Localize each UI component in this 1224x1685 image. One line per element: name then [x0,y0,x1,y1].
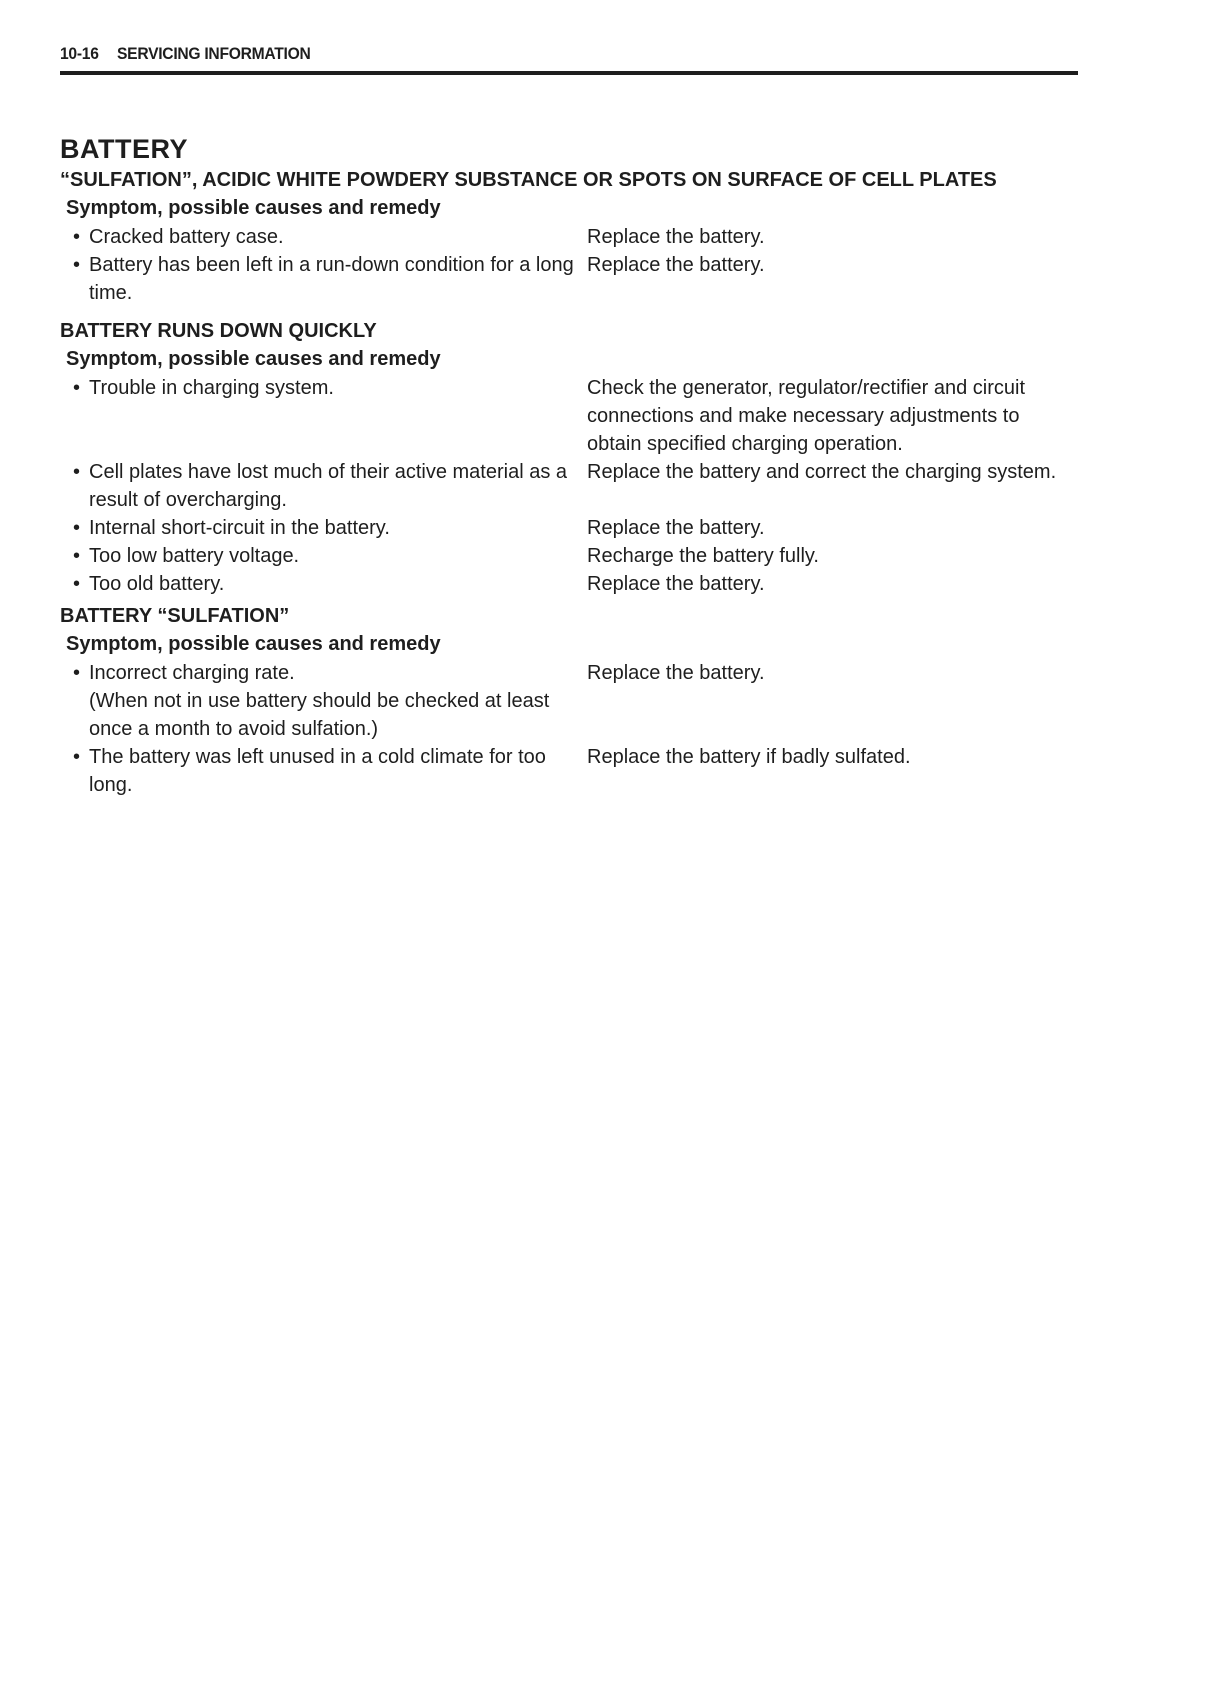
cause-cell [60,743,587,799]
remedy-text: Recharge the battery fully. [587,545,819,567]
bullet-icon: • [72,461,80,483]
section-heading-sulfation-powder: “SULFATION”, ACIDIC WHITE POWDERY SUBSTANCE OR SPOTS ON SURFACE OF CELL PLATES [60,169,997,191]
cause-cell [60,251,587,307]
bullet-icon: • [72,377,80,399]
header-rule [60,71,1078,75]
trouble-row [60,514,1080,542]
cause-cell [60,458,587,514]
bullet-icon: • [72,254,80,276]
bullet-icon: • [72,746,80,768]
trouble-row [60,659,1080,743]
trouble-row [60,251,1080,307]
page-number: 10-16 [60,44,99,63]
bullet-icon: • [72,573,80,595]
remedy-text: Replace the battery and correct the charging system. [587,461,1057,483]
cause-text [89,659,577,743]
page-content [60,132,1080,799]
page-header [60,44,1078,75]
remedy-text: Replace the battery. [587,573,765,595]
cause-text: Too low battery voltage. [89,545,300,567]
cause-main: Incorrect charging rate. [89,662,295,684]
remedy-text: Replace the battery. [587,517,765,539]
cause-text: Too old battery. [89,573,225,595]
cause-cell [60,542,587,570]
cause-cell [60,659,587,743]
remedy-text: Check the generator, regulator/rectifier and circuit connections and make necessary adjustments to obtain specified charging operation. [587,377,1025,455]
running-head: SERVICING INFORMATION [117,44,311,63]
page-title: BATTERY [60,134,188,164]
remedy-text: Replace the battery if badly sulfated. [587,746,911,768]
cause-cell [60,570,587,598]
cause-note: (When not in use battery should be checked at least once a month to avoid sulfation.) [89,690,550,740]
cause-text: Trouble in charging system. [89,377,334,399]
bullet-icon: • [72,662,80,684]
trouble-row [60,223,1080,251]
cause-text: Cracked battery case. [89,226,284,248]
bullet-icon: • [72,545,80,567]
cause-cell [60,374,587,458]
cause-text: Internal short-circuit in the battery. [89,517,390,539]
remedy-text: Replace the battery. [587,254,765,276]
trouble-row [60,743,1080,799]
bullet-icon: • [72,226,80,248]
remedy-text: Replace the battery. [587,662,765,684]
remedy-text: Replace the battery. [587,226,765,248]
cause-text: Cell plates have lost much of their active material as a result of overcharging. [89,461,567,511]
symptom-heading: Symptom, possible causes and remedy [66,633,441,655]
trouble-row [60,570,1080,598]
trouble-row [60,374,1080,458]
symptom-heading: Symptom, possible causes and remedy [66,348,441,370]
bullet-icon: • [72,517,80,539]
trouble-row [60,458,1080,514]
cause-cell [60,514,587,542]
header-text [60,44,997,66]
section-heading-sulfation: BATTERY “SULFATION” [60,605,290,627]
trouble-row [60,542,1080,570]
cause-cell [60,223,587,251]
cause-text: Battery has been left in a run-down condition for a long time. [89,254,574,304]
cause-text: The battery was left unused in a cold climate for too long. [89,746,546,796]
symptom-heading: Symptom, possible causes and remedy [66,197,441,219]
section-heading-runs-down: BATTERY RUNS DOWN QUICKLY [60,320,377,342]
